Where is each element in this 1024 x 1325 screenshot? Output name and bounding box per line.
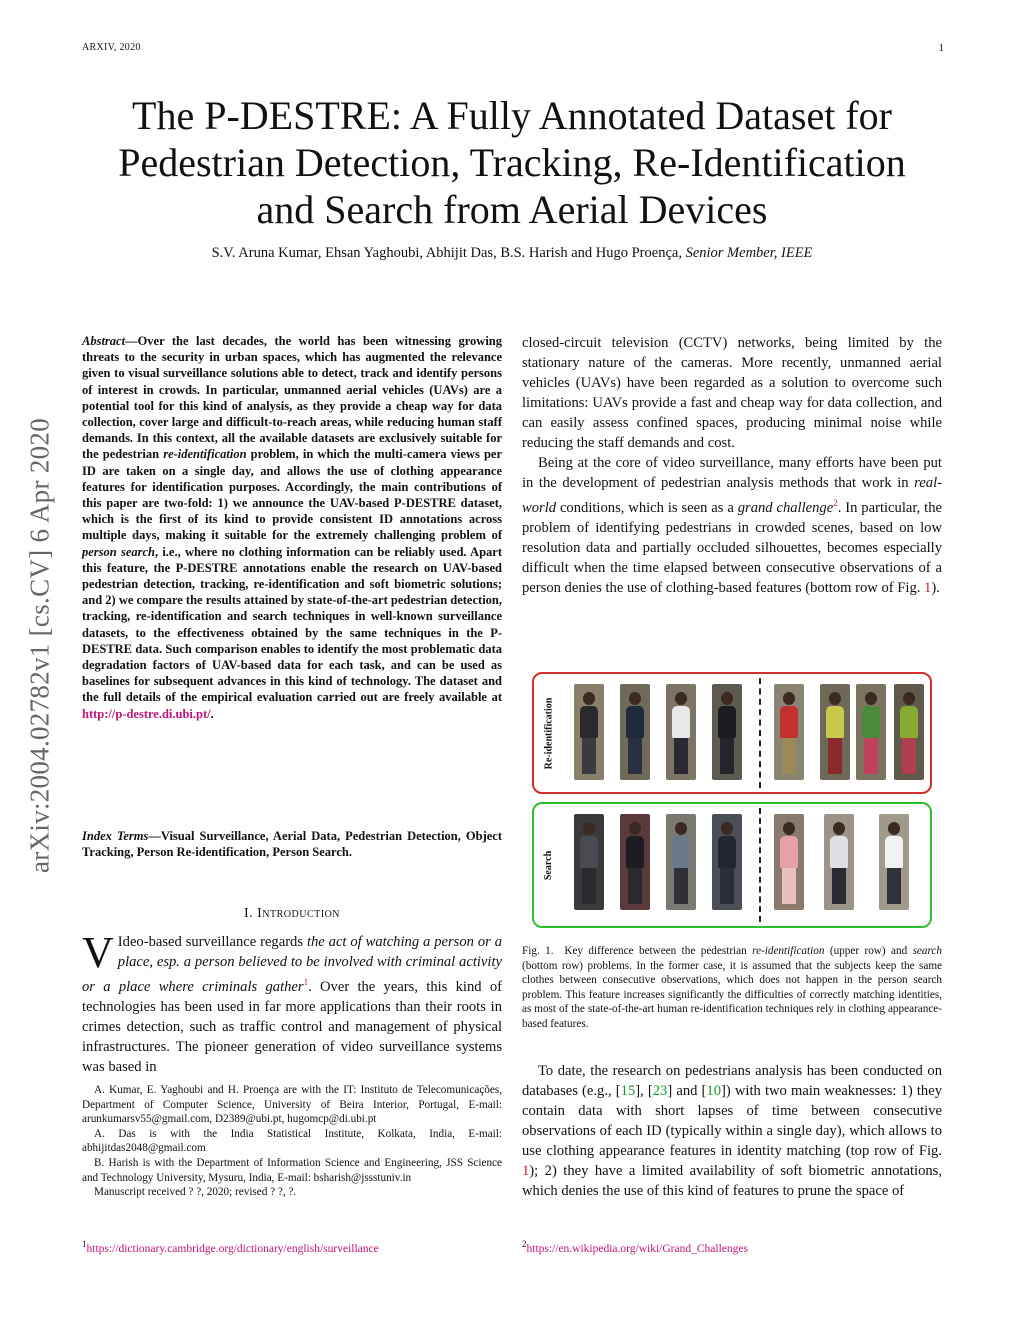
arxiv-sidebar [20,360,60,940]
search-panel [532,802,932,928]
footnote-link[interactable]: https://en.wikipedia.org/wiki/Grand_Challenges [526,1242,748,1255]
figure-ref[interactable]: 1 [924,579,932,596]
affiliations [82,1083,502,1200]
paper-title [82,92,942,233]
right-column-text [522,333,942,598]
paragraph [522,453,942,598]
title-line: and Search from Aerial Devices [256,187,768,232]
reid-panel [532,672,932,794]
pedestrian-thumbnail [712,684,742,780]
text: ); 2) they have a limited availability of soft biometric annotations, which denies the use of this kind of features to prune the space of [522,1163,942,1199]
page-number: 1 [938,42,944,54]
pedestrian-thumbnail [774,814,804,910]
text: ]) with two main weaknesses: 1) they contain data with short lapses of time between consecutive observations of each ID (typically within a single day), which allows to use clothing appearance features in identity matching (top row of Fig. [522,1083,943,1159]
caption-emphasis: search [912,945,942,957]
text: Being at the core of video surveillance, many efforts have been put in the development of pedestrian analysis methods that work in [522,455,942,491]
abstract-label: Abstract [82,334,126,348]
caption-text: Key difference between the pedestrian [564,945,753,957]
figure-caption [522,944,942,1032]
caption-emphasis: re-identification [752,945,825,957]
citation-ref[interactable]: 23 [652,1083,668,1099]
pedestrian-thumbnail [856,684,886,780]
text: . In particular, the problem of identifying pedestrians in crowded scenes, based on low resolution data and partially occluded silhouettes, becomes especially difficult when the time elapsed between consecutive observations of a person denies the use of clothing-based features (bottom row of Fig. [522,499,942,596]
pedestrian-thumbnail [574,684,604,780]
intro-text: Ideo-based surveillance regards [117,934,307,950]
footnote-ref[interactable]: 2 [833,498,838,508]
reid-label: Re-identification [543,697,555,769]
running-head: ARXIV, 2020 [82,42,141,53]
abstract [82,333,502,722]
paragraph: closed-circuit television (CCTV) networks, being limited by the stationary nature of the cameras. More recently, unmanned aerial vehicles (UAVs) have been regarded as a solution to overcome such limitations: UAVs provide a fast and cheap way for data collection, and can easily assess confined spaces, producing minimal noise while reducing the staff demands and cost. [522,335,942,451]
panel-divider [759,808,761,922]
index-terms [82,828,502,860]
paragraph [522,1061,942,1201]
text: ). [931,579,940,596]
footnote-1 [82,1237,502,1256]
panel-label [538,804,560,926]
pedestrian-thumbnail [574,814,604,910]
index-terms-text: —Visual Surveillance, Aerial Data, Pedestrian Detection, Object Tracking, Person Re-identification, Person Search. [82,829,503,860]
arxiv-id: arXiv:2004.02782v1 [cs.CV] 6 Apr 2020 [24,417,55,874]
pedestrian-thumbnail [620,814,650,910]
affiliation-item: A. Das is with the India Statistical Institute, Kolkata, India, E-mail: abhijitdas2048@gmail.com [82,1127,502,1155]
title-line: The P-DESTRE: A Fully Annotated Dataset for [132,93,892,138]
abstract-emphasis: person search [82,544,155,559]
figure-ref[interactable]: 1 [522,1163,530,1179]
pedestrian-thumbnail [666,684,696,780]
panel-divider [759,678,761,788]
dropcap: V [82,928,114,977]
section-number: I. [243,906,254,921]
authors-names: S.V. Aruna Kumar, Ehsan Yaghoubi, Abhijit Das, B.S. Harish and Hugo Proença, [211,245,682,261]
text: To date, the research on pedestrians analysis has been conducted on databases (e.g., [ [522,1063,942,1099]
pedestrian-thumbnail [894,684,924,780]
caption-text: (upper row) and [824,945,913,957]
affiliation-item: B. Harish is with the Department of Information Science and Engineering, JSS Science and Technology University, Mysuru, India, E-mail: bsharish@jssstuniv.in [82,1156,502,1184]
right-column-text-2 [522,1061,942,1201]
footnote-link[interactable]: https://dictionary.cambridge.org/dictionary/english/surveillance [86,1242,379,1255]
caption-text: (bottom row) problems. In the former case, it is assumed that the subjects keep the same clothes between consecutive observations, which does not happen in the person search problem. This feature increases significantly the difficulties of correctly matching identities, as most of the state-of-the-art human re-identification techniques rely in clothing appearance-based features. [522,959,942,1030]
abstract-end: . [210,706,214,721]
text: ] and [ [667,1083,707,1099]
index-terms-label: Index Terms [82,829,149,843]
caption-label: Fig. 1. [522,945,554,957]
affiliation-item: A. Kumar, E. Yaghoubi and H. Proença are with the IT: Instituto de Telecomunicações, Department of Computer Science, University of Beira Interior, Portugal, E-mail: arunkumarsv55@gmail.com, D2389@ubi.pt, hugomcp@di.ubi.pt [82,1084,502,1126]
text: conditions, which is seen as a [556,499,738,516]
intro-text: . Over the years, this kind of technologies has been used in far more applications than their roots in crimes detection, such as traffic control and management of physical infrastructures. The pioneer generation of video surveillance systems was based in [82,978,502,1075]
emphasis: real-world [522,475,942,516]
section-heading [82,906,502,922]
emphasis: grand challenge [737,499,834,516]
section-title: Introduction [257,906,341,921]
authors-membership: Senior Member, IEEE [685,245,813,261]
dataset-link[interactable]: http://p-destre.di.ubi.pt/ [82,706,211,721]
pedestrian-thumbnail [620,684,650,780]
intro-emphasis: the act of watching a person or a place, esp. a person believed to be involved with criminal activity or a place where criminals gather [82,934,502,995]
pedestrian-thumbnail [712,814,742,910]
search-label: Search [543,850,555,880]
abstract-emphasis: re-identification [163,447,247,462]
footnote-ref[interactable]: 1 [303,977,309,987]
pedestrian-thumbnail [774,684,804,780]
title-line: Pedestrian Detection, Tracking, Re-Identification [118,140,906,185]
footnote-mark: 1 [82,1239,87,1249]
citation-ref[interactable]: 15 [620,1083,636,1099]
footnote-mark: 2 [522,1239,527,1249]
pedestrian-thumbnail [824,814,854,910]
panel-label [538,674,560,792]
pedestrian-thumbnail [820,684,850,780]
pedestrian-thumbnail [666,814,696,910]
abstract-text: —Over the last decades, the world has been witnessing growing threats to the security in urban spaces, which has augmented the relevance given to visual surveillance solutions able to detect, track and identify persons of interest in crowds. In particular, unmanned aerial vehicles (UAVs) are a potential tool for this kind of analysis, as they provide a cheap way for data collection, cover large and difficult-to-reach areas, while reducing human staff demands. In this context, all the available datasets are exclusively suitable for the pedestrian [82,334,502,462]
footnote-2 [522,1237,942,1256]
intro-paragraph [82,928,502,1077]
citation-ref[interactable]: 10 [706,1083,722,1099]
abstract-text: problem, in which the multi-camera views per ID are taken on a single day, and allows the use of clothing appearance features for identification purposes. Accordingly, the main contributions of this paper are two-fold: 1) we announce the UAV-based P-DESTRE dataset, which is the first of its kind to provide consistent ID annotations across multiple days, making it suitable for the extremely challenging problem of [82,447,502,543]
manuscript-note: Manuscript received ? ?, 2020; revised ? ?, ?. [94,1186,297,1199]
pedestrian-thumbnail [879,814,909,910]
author-list [82,245,942,262]
abstract-text: , i.e., where no clothing information can be reliably used. Apart this feature, the P-DESTRE annotations enable the research on UAV-based pedestrian detection, tracking, re-identification and soft biometric solutions; and 2) we compare the results attained by state-of-the-art pedestrian detection, tracking, re-identification and search techniques in well-known surveillance datasets, to the effectiveness obtained by the same techniques in the P-DESTRE data. Such comparison enables to identify the most problematic data degradation factors of UAV-based data for each task, and can be used as baselines for subsequent advances in this kind of technology. The dataset and the full details of the empirical evaluation carried out are freely available at [82,544,502,705]
text: ], [ [635,1083,653,1099]
figure-1 [532,672,930,930]
